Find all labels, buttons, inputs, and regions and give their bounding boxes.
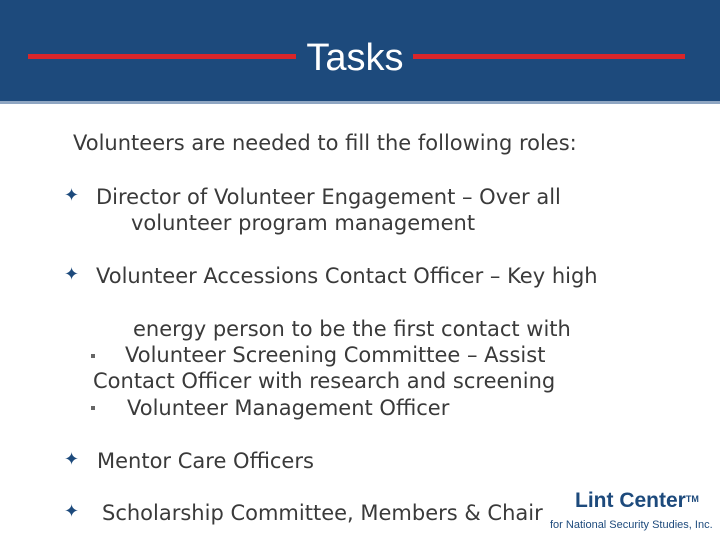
- sub-item-screening-cont: Contact Officer with research and screening: [93, 369, 556, 393]
- right-red-rule: [413, 54, 685, 59]
- logo-name: Lint Center: [575, 489, 686, 512]
- trademark-mark: TM: [685, 494, 699, 504]
- role-director-line1: Director of Volunteer Engagement – Over all: [96, 185, 561, 209]
- title-banner: [0, 0, 720, 104]
- four-point-star-icon: ✦: [64, 185, 80, 206]
- lint-center-logo: [575, 489, 699, 513]
- role-accessions-line2: energy person to be the first contact with: [133, 317, 571, 341]
- four-point-star-icon: ✦: [64, 264, 80, 285]
- sub-item-screening: Volunteer Screening Committee – Assist: [125, 343, 546, 367]
- square-bullet-icon: [91, 354, 95, 358]
- role-scholarship: Scholarship Committee, Members & Chair: [102, 501, 543, 525]
- role-mentor-care: Mentor Care Officers: [97, 449, 314, 473]
- role-accessions-line1: Volunteer Accessions Contact Officer – Key high: [96, 264, 598, 288]
- slide-title: Tasks: [306, 37, 404, 79]
- role-director-line2: volunteer program management: [131, 211, 476, 235]
- four-point-star-icon: ✦: [64, 449, 80, 470]
- intro-text: Volunteers are needed to fill the following roles:: [73, 131, 577, 155]
- square-bullet-icon: [91, 406, 95, 410]
- left-red-rule: [28, 54, 296, 59]
- logo-subtitle: for National Security Studies, Inc.: [550, 519, 713, 531]
- four-point-star-icon: ✦: [64, 501, 80, 522]
- sub-item-management: Volunteer Management Officer: [127, 396, 450, 420]
